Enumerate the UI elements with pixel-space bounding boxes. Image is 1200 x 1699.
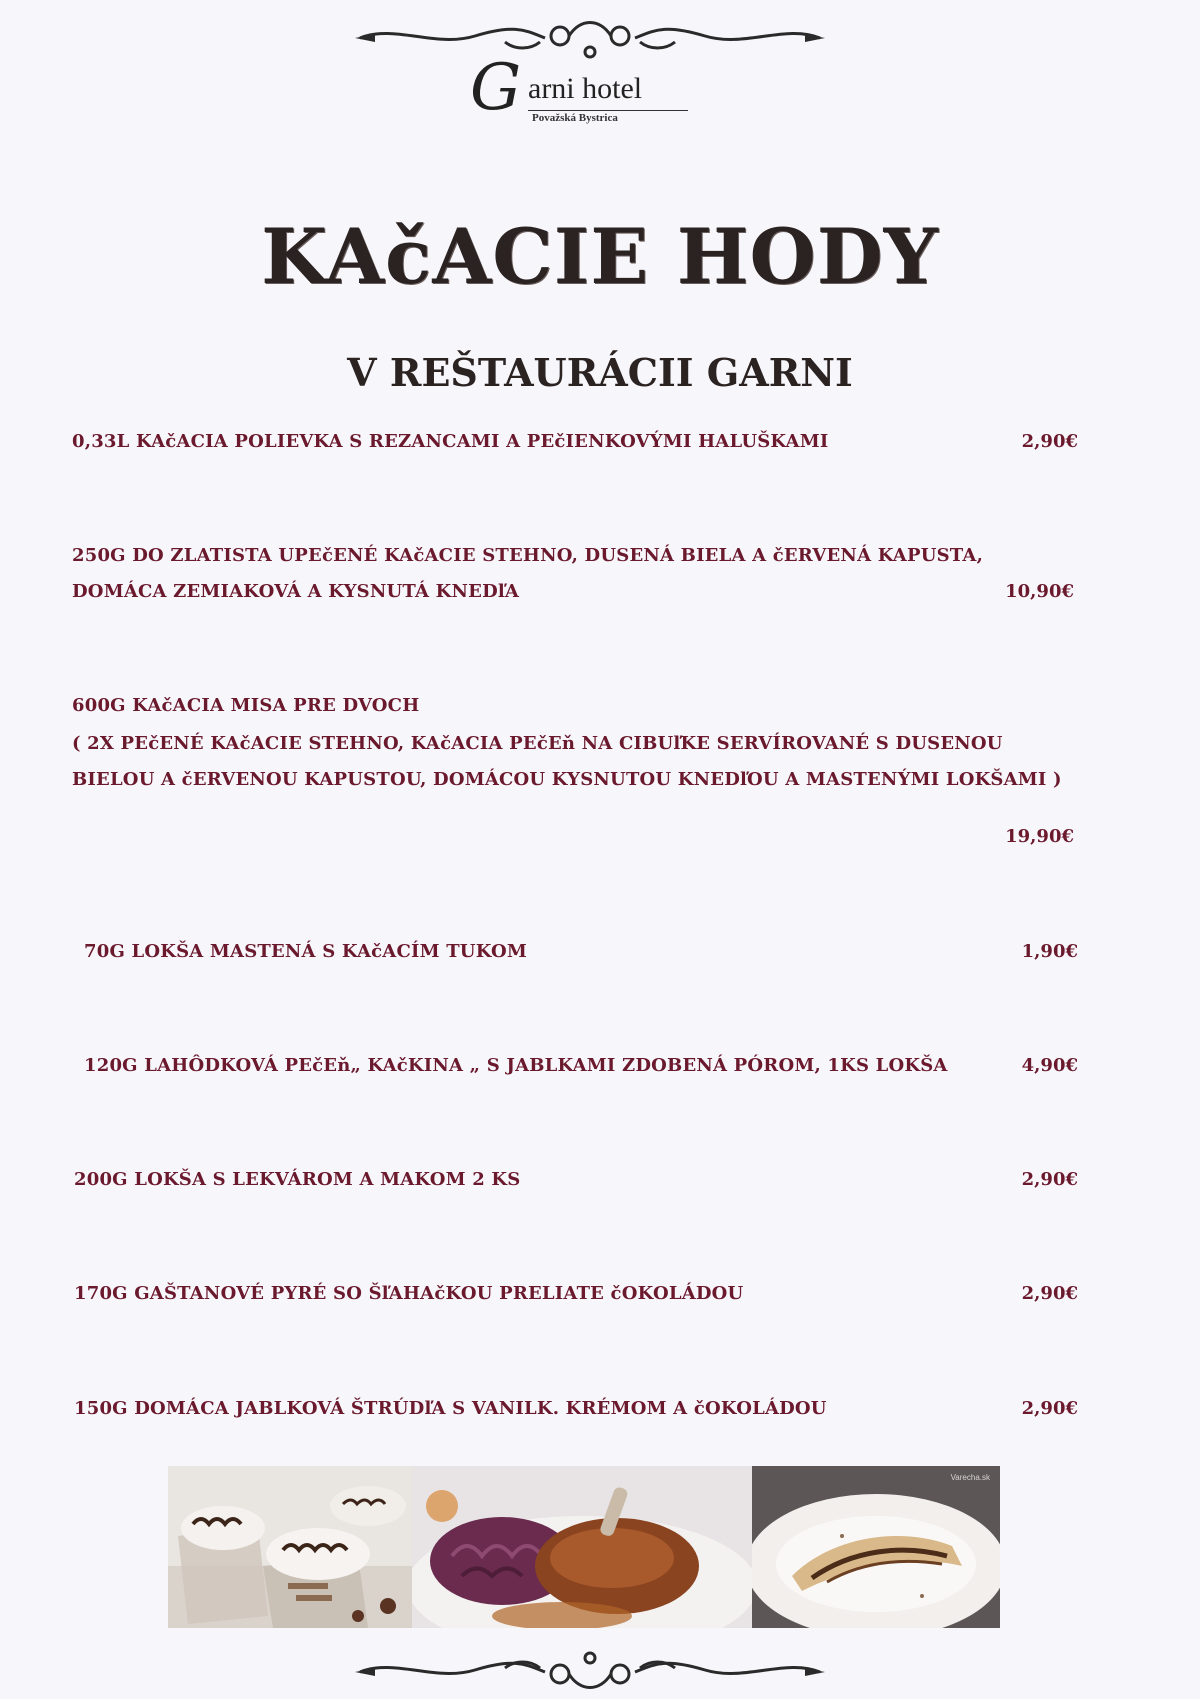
pancake-photo bbox=[752, 1466, 1000, 1628]
menu-item-soup-price: 2,90€ bbox=[1021, 431, 1078, 452]
logo-initial: G bbox=[470, 51, 522, 125]
top-ornament bbox=[355, 14, 825, 64]
menu-item-loksa-price: 1,90€ bbox=[1021, 941, 1078, 962]
menu-item-platter-price: 19,90€ bbox=[1005, 826, 1074, 847]
menu-item-strudel-line-1: 150G DOMÁCA JABLKOVÁ ŠTRÚDľA S VANILK. KRÉMOM A čOKOLÁDOU bbox=[74, 1398, 827, 1419]
menu-item-platter-line-2: ( 2X PEčENÉ KAčACIE STEHNO, KAčACIA PEčEň NA CIBUľKE SERVÍROVANÉ S DUSENOU bbox=[72, 733, 1003, 754]
menu-item-loksa-line-1: 70G LOKŠA MASTENÁ S KAčACÍM TUKOM bbox=[84, 941, 528, 962]
menu-item-chestnut-line-1: 170G GAŠTANOVÉ PYRÉ SO ŠľAHAčKOU PRELIATE čOKOLÁDOU bbox=[74, 1283, 744, 1304]
food-photo-strip bbox=[168, 1466, 1000, 1628]
menu-item-sweet-loksa-price: 2,90€ bbox=[1021, 1169, 1078, 1190]
menu-item-duck-leg-price: 10,90€ bbox=[1005, 581, 1074, 602]
menu-item-platter-line-1: 600G KAčACIA MISA PRE DVOCH bbox=[72, 695, 420, 716]
menu-item-chestnut-price: 2,90€ bbox=[1021, 1283, 1078, 1304]
menu-item-strudel-price: 2,90€ bbox=[1021, 1398, 1078, 1419]
logo-name: arni hotel bbox=[528, 72, 643, 105]
menu-item-sweet-loksa-line-1: 200G LOKŠA S LEKVÁROM A MAKOM 2 KS bbox=[74, 1169, 521, 1190]
duck-photo bbox=[412, 1466, 752, 1628]
menu-item-soup-line-1: 0,33L KAčACIA POLIEVKA S REZANCAMI A PEčIENKOVÝMI HALUŠKAMI bbox=[72, 431, 829, 452]
logo-divider bbox=[528, 110, 688, 111]
bottom-ornament bbox=[355, 1648, 825, 1698]
hotel-logo bbox=[470, 51, 710, 142]
menu-item-liver-price: 4,90€ bbox=[1021, 1055, 1078, 1076]
menu-item-liver-line-1: 120G LAHÔDKOVÁ PEčEň„ KAčKINA „ S JABLKAMI ZDOBENÁ PÓROM, 1KS LOKŠA bbox=[84, 1055, 948, 1076]
menu-item-duck-leg-line-2: DOMÁCA ZEMIAKOVÁ A KYSNUTÁ KNEDľA bbox=[72, 581, 520, 602]
photo-watermark: Varecha.sk bbox=[950, 1473, 990, 1482]
menu-item-platter-line-3: BIELOU A čERVENOU KAPUSTOU, DOMÁCOU KYSNUTOU KNEDľOU A MASTENÝMI LOKŠAMI ) bbox=[72, 769, 1062, 790]
page-subtitle: V REŠTAURÁCII GARNI bbox=[347, 350, 853, 395]
logo-city: Považská Bystrica bbox=[532, 112, 618, 124]
page-title: KAčACIE HODY bbox=[261, 212, 939, 301]
menu-item-duck-leg-line-1: 250G DO ZLATISTA UPEčENÉ KAčACIE STEHNO, DUSENÁ BIELA A čERVENÁ KAPUSTA, bbox=[72, 545, 984, 566]
dessert-photo bbox=[168, 1466, 412, 1628]
